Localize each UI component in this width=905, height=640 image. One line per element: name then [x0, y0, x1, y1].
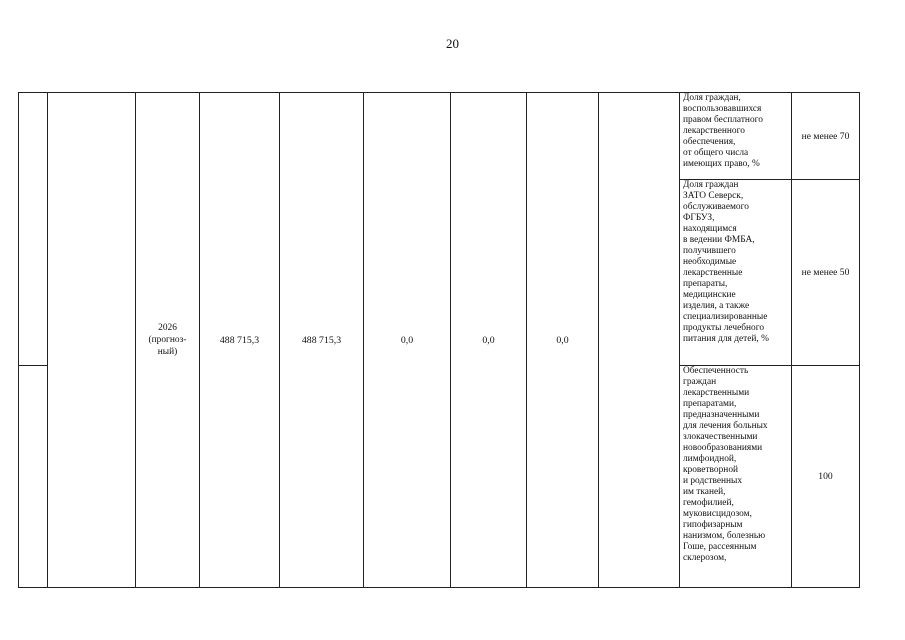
indicator-target: 100 — [792, 366, 860, 588]
budget-amount: 488 715,3 — [280, 93, 364, 588]
page-number: 20 — [446, 36, 459, 51]
row-number-cell — [19, 93, 48, 366]
amount-col-b: 0,0 — [451, 93, 527, 588]
amount-col-a: 0,0 — [364, 93, 451, 588]
amount-col-c: 0,0 — [527, 93, 599, 588]
table-row — [19, 93, 860, 180]
program-table — [18, 92, 860, 588]
measure-name-cell — [48, 93, 136, 588]
year-note: (прогноз- — [148, 335, 187, 345]
year-note-end: ный) — [157, 347, 178, 357]
indicator-name: Доля граждан ЗАТО Северск, обслуживаемого ФГБУЗ, находящимся в ведении ФМБА, получившего необходимые лекарственные препараты, медицинские изделия, а также специализированные продукты лечебного питания для детей, % — [680, 180, 792, 366]
indicator-target: не менее 70 — [792, 93, 860, 180]
indicator-name: Доля граждан, воспользовавшихся правом бесплатного лекарственного обеспечения, от общего числа имеющих право, % — [680, 93, 792, 180]
total-amount: 488 715,3 — [200, 93, 280, 588]
indicator-target: не менее 50 — [792, 180, 860, 366]
year-value: 2026 — [158, 323, 177, 333]
executor-cell — [599, 93, 680, 588]
indicator-name: Обеспеченность граждан лекарственными препаратами, предназначенными для лечения больных злокачественными новообразованиями лимфоидной, кроветворной и родственных им тканей, гемофилией, муковисцидозом, гипофизарным нанизмом, болезнью Гоше, рассеянным склерозом, — [680, 366, 792, 588]
year-cell — [136, 93, 200, 588]
row-number-cell — [19, 366, 48, 588]
